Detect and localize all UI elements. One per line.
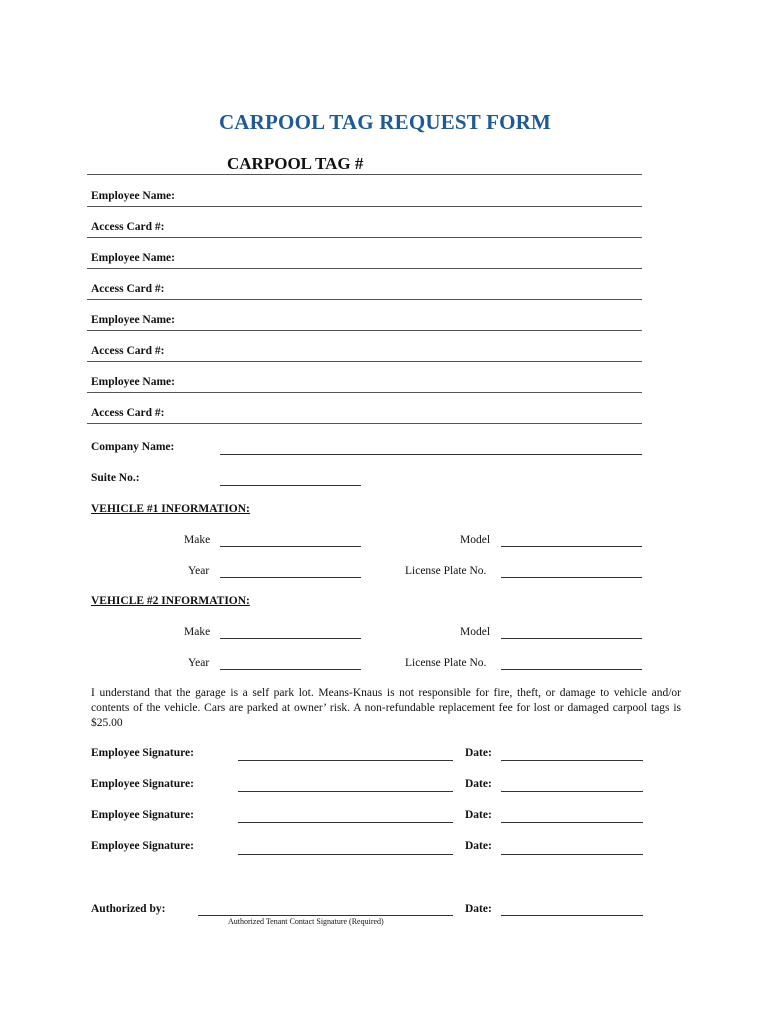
vehicle2-model-label: Model [460, 626, 491, 638]
company-name-label: Company Name: [91, 441, 175, 453]
authorized-date-label: Date: [465, 903, 492, 915]
vehicle1-make-label: Make [184, 534, 211, 546]
access-card-label: Access Card #: [91, 407, 165, 419]
suite-field[interactable] [220, 485, 361, 486]
form-title: CARPOOL TAG REQUEST FORM [218, 110, 552, 134]
vehicle1-heading: VEHICLE #1 INFORMATION: [91, 503, 250, 515]
date-label: Date: [465, 778, 492, 790]
vehicle2-plate-label: License Plate No. [405, 657, 487, 669]
date-label: Date: [465, 747, 492, 759]
company-name-field[interactable] [220, 454, 642, 455]
employee-name-field-4[interactable] [87, 375, 642, 393]
employee-signature-label: Employee Signature: [91, 778, 194, 790]
vehicle2-make-label: Make [184, 626, 211, 638]
employee-name-label: Employee Name: [91, 376, 175, 388]
access-card-label: Access Card #: [91, 283, 165, 295]
access-card-field-2[interactable] [87, 282, 642, 300]
access-card-label: Access Card #: [91, 345, 165, 357]
access-card-label: Access Card #: [91, 221, 165, 233]
employee-name-field-3[interactable] [87, 313, 642, 331]
vehicle1-make-field[interactable] [220, 546, 361, 547]
vehicle2-make-field[interactable] [220, 638, 361, 639]
employee-signature-label: Employee Signature: [91, 809, 194, 821]
authorized-signature-field[interactable] [198, 915, 453, 916]
date-field-1[interactable] [501, 760, 643, 761]
vehicle1-year-field[interactable] [220, 577, 361, 578]
date-label: Date: [465, 809, 492, 821]
date-label: Date: [465, 840, 492, 852]
disclaimer-text: I understand that the garage is a self park lot. Means-Knaus is not responsible for fire, theft, or damage to vehicle and/or contents of the vehicle. Cars are parked at owner’ risk. A non-refundable replacement fee for lost or damaged carpool tags is $25.00 [91, 687, 681, 729]
employee-name-label: Employee Name: [91, 190, 175, 202]
vehicle1-model-field[interactable] [501, 546, 642, 547]
carpool-tag-field[interactable] [87, 174, 642, 175]
employee-signature-field-1[interactable] [238, 760, 453, 761]
employee-name-field-2[interactable] [87, 251, 642, 269]
access-card-field-4[interactable] [87, 406, 642, 424]
vehicle2-heading: VEHICLE #2 INFORMATION: [91, 595, 250, 607]
employee-signature-field-4[interactable] [238, 854, 453, 855]
access-card-field-3[interactable] [87, 344, 642, 362]
date-field-2[interactable] [501, 791, 643, 792]
employee-signature-field-3[interactable] [238, 822, 453, 823]
employee-signature-label: Employee Signature: [91, 840, 194, 852]
vehicle1-plate-label: License Plate No. [405, 565, 487, 577]
vehicle1-year-label: Year [188, 565, 210, 577]
carpool-tag-label: CARPOOL TAG # [227, 154, 364, 173]
suite-label: Suite No.: [91, 472, 140, 484]
authorized-caption: Authorized Tenant Contact Signature (Required) [228, 917, 384, 926]
vehicle2-model-field[interactable] [501, 638, 642, 639]
vehicle1-model-label: Model [460, 534, 491, 546]
employee-name-label: Employee Name: [91, 314, 175, 326]
employee-signature-field-2[interactable] [238, 791, 453, 792]
date-field-3[interactable] [501, 822, 643, 823]
employee-name-field-1[interactable] [87, 189, 642, 207]
employee-signature-label: Employee Signature: [91, 747, 194, 759]
vehicle2-year-label: Year [188, 657, 210, 669]
employee-name-label: Employee Name: [91, 252, 175, 264]
vehicle2-plate-field[interactable] [501, 669, 642, 670]
authorized-date-field[interactable] [501, 915, 643, 916]
authorized-by-label: Authorized by: [91, 903, 166, 915]
vehicle2-year-field[interactable] [220, 669, 361, 670]
vehicle1-plate-field[interactable] [501, 577, 642, 578]
access-card-field-1[interactable] [87, 220, 642, 238]
date-field-4[interactable] [501, 854, 643, 855]
